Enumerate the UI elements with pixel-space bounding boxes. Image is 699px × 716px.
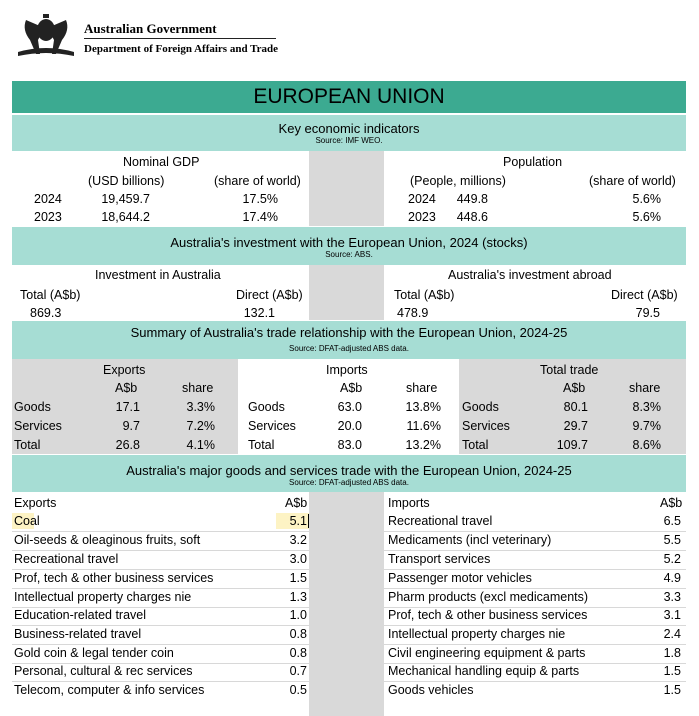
in-total-label: Total (A$b): [20, 288, 81, 302]
investment-in-title: Investment in Australia: [95, 268, 221, 282]
export-item-value: 0.8: [289, 646, 307, 660]
exports-unit: A$b: [115, 381, 138, 395]
import-item-label: Transport services: [388, 552, 491, 566]
total-trade-row-value: 29.7: [563, 419, 588, 433]
export-item-value: 0.5: [289, 683, 307, 697]
department-name: Department of Foreign Affairs and Trade: [84, 43, 279, 55]
abroad-direct-value: 79.5: [635, 306, 660, 320]
import-item-value: 5.5: [663, 533, 681, 547]
trade-summary-heading: Summary of Australia's trade relationship with the European Union, 2024-25: [130, 325, 568, 340]
pop-share: 5.6%: [632, 192, 661, 206]
pop-title: Population: [503, 155, 563, 169]
import-item-value: 2.4: [663, 627, 681, 641]
export-item-label: Recreational travel: [14, 552, 119, 566]
imports-title: Imports: [326, 363, 368, 377]
exports-row-share: 3.3%: [186, 400, 215, 414]
total-trade-row-value: 80.1: [563, 400, 588, 414]
gdp-share: 17.5%: [242, 192, 278, 206]
text-cursor: [308, 514, 309, 528]
exports-row-label: Goods: [14, 400, 51, 414]
import-item-value: 1.8: [663, 646, 681, 660]
import-item-label: Goods vehicles: [388, 683, 474, 697]
coat-of-arms-icon: [14, 8, 78, 58]
trade-summary-source: Source: DFAT-adjusted ABS data.: [289, 344, 409, 353]
total-trade-row-label: Total: [462, 438, 489, 452]
row-divider: [12, 531, 309, 532]
major-trade-gap: [309, 492, 384, 716]
row-divider: [12, 681, 309, 682]
total-trade-row-share: 8.3%: [632, 400, 661, 414]
total-trade-row-label: Goods: [462, 400, 499, 414]
pop-share: 5.6%: [632, 210, 661, 224]
imports-row-label: Goods: [248, 400, 285, 414]
import-item-value: 6.5: [663, 514, 681, 528]
import-item-label: Recreational travel: [388, 514, 493, 528]
row-divider: [12, 550, 309, 551]
import-item-label: Medicaments (incl veterinary): [388, 533, 552, 547]
major-trade-header: [12, 455, 686, 492]
indicators-source: Source: IMF WEO.: [315, 136, 383, 145]
export-item-value: 0.8: [289, 627, 307, 641]
imports-row-value: 63.0: [337, 400, 362, 414]
gdp-share: 17.4%: [242, 210, 278, 224]
import-item-label: Mechanical handling equip & parts: [388, 664, 580, 678]
export-item-label: Prof, tech & other business services: [14, 571, 214, 585]
gdp-year: 2023: [34, 210, 62, 224]
gdp-value: 19,459.7: [101, 192, 150, 206]
import-item-label: Intellectual property charges nie: [388, 627, 566, 641]
import-item-label: Pharm products (excl medicaments): [388, 590, 589, 604]
exports-share-label: share: [182, 381, 214, 395]
import-item-value: 3.1: [663, 608, 681, 622]
imports-row-value: 83.0: [337, 438, 362, 452]
imports-row-share: 13.2%: [405, 438, 441, 452]
export-item-value: 0.7: [289, 664, 307, 678]
export-item-label: Telecom, computer & info services: [14, 683, 205, 697]
major-imports-title: Imports: [388, 496, 430, 510]
row-divider: [384, 588, 686, 589]
pop-year: 2023: [408, 210, 436, 224]
investment-source: Source: ABS.: [325, 250, 373, 259]
pop-unit: (People, millions): [410, 174, 506, 188]
imports-row-share: 13.8%: [405, 400, 441, 414]
abroad-direct-label: Direct (A$b): [611, 288, 678, 302]
import-item-value: 3.3: [663, 590, 681, 604]
row-divider: [384, 550, 686, 551]
indicators-gap: [309, 151, 384, 226]
gdp-share-label: (share of world): [214, 174, 301, 188]
export-item-label: Personal, cultural & rec services: [14, 664, 193, 678]
exports-row-value: 17.1: [115, 400, 140, 414]
row-divider: [12, 588, 309, 589]
gdp-value: 18,644.2: [101, 210, 150, 224]
imports-row-share: 11.6%: [406, 419, 441, 433]
row-divider: [12, 569, 309, 570]
investment-heading: Australia's investment with the European Union, 2024 (stocks): [170, 235, 528, 250]
page-header: [0, 0, 699, 70]
indicators-header: [12, 115, 686, 151]
pop-value: 449.8: [456, 192, 488, 206]
abroad-total-value: 478.9: [397, 306, 429, 320]
indicators-heading: Key economic indicators: [278, 121, 420, 136]
export-item-label: Business-related travel: [14, 627, 142, 641]
import-item-label: Civil engineering equipment & parts: [388, 646, 586, 660]
major-exports-title: Exports: [14, 496, 57, 510]
total-trade-row-value: 109.7: [556, 438, 588, 452]
exports-row-label: Services: [14, 419, 62, 433]
export-item-label: Oil-seeds & oleaginous fruits, soft: [14, 533, 201, 547]
export-item-label: Gold coin & legal tender coin: [14, 646, 174, 660]
total-trade-unit: A$b: [563, 381, 586, 395]
major-trade-source: Source: DFAT-adjusted ABS data.: [289, 478, 409, 487]
gdp-year: 2024: [34, 192, 62, 206]
export-item-value: 1.0: [289, 608, 307, 622]
pop-share-label: (share of world): [589, 174, 676, 188]
row-divider: [384, 625, 686, 626]
row-divider: [384, 681, 686, 682]
trade-summary-header: [12, 321, 686, 359]
total-trade-row-share: 9.7%: [632, 419, 661, 433]
export-item-label: Intellectual property charges nie: [14, 590, 192, 604]
exports-row-share: 7.2%: [186, 419, 215, 433]
import-item-label: Passenger motor vehicles: [388, 571, 532, 585]
investment-abroad-title: Australia's investment abroad: [448, 268, 612, 282]
page-title: EUROPEAN UNION: [12, 81, 686, 113]
total-trade-share-label: share: [629, 381, 661, 395]
in-direct-label: Direct (A$b): [236, 288, 303, 302]
government-name: Australian Government: [84, 21, 217, 36]
row-divider: [12, 625, 309, 626]
total-trade-title: Total trade: [540, 363, 599, 377]
gdp-unit: (USD billions): [88, 174, 165, 188]
exports-row-value: 26.8: [115, 438, 140, 452]
import-item-label: Prof, tech & other business services: [388, 608, 588, 622]
import-item-value: 1.5: [663, 664, 681, 678]
imports-share-label: share: [406, 381, 438, 395]
row-divider: [384, 569, 686, 570]
row-divider: [384, 531, 686, 532]
exports-row-label: Total: [14, 438, 41, 452]
exports-row-share: 4.1%: [186, 438, 215, 452]
export-item-value: 1.3: [289, 590, 307, 604]
exports-title: Exports: [103, 363, 146, 377]
export-item-value: 5.1: [289, 514, 307, 528]
imports-row-label: Total: [248, 438, 275, 452]
major-trade-heading: Australia's major goods and services trade with the European Union, 2024-25: [126, 463, 572, 478]
import-item-value: 5.2: [663, 552, 681, 566]
pop-value: 448.6: [456, 210, 488, 224]
header-divider: [84, 38, 276, 39]
export-item-value: 1.5: [289, 571, 307, 585]
exports-row-value: 9.7: [122, 419, 140, 433]
pop-year: 2024: [408, 192, 436, 206]
investment-gap: [309, 265, 384, 320]
imports-unit: A$b: [340, 381, 363, 395]
major-exports-unit: A$b: [285, 496, 308, 510]
total-trade-row-share: 8.6%: [632, 438, 661, 452]
imports-row-value: 20.0: [337, 419, 362, 433]
gdp-title: Nominal GDP: [123, 155, 200, 169]
export-item-value: 3.2: [289, 533, 307, 547]
abroad-total-label: Total (A$b): [394, 288, 455, 302]
import-item-value: 1.5: [663, 683, 681, 697]
in-total-value: 869.3: [30, 306, 62, 320]
export-item-label: Coal: [14, 514, 40, 528]
export-item-label: Education-related travel: [14, 608, 147, 622]
major-imports-unit: A$b: [660, 496, 683, 510]
imports-row-label: Services: [248, 419, 296, 433]
row-divider: [384, 644, 686, 645]
export-item-value: 3.0: [289, 552, 307, 566]
total-trade-row-label: Services: [462, 419, 510, 433]
row-divider: [12, 644, 309, 645]
investment-header: [12, 227, 686, 265]
import-item-value: 4.9: [663, 571, 681, 585]
in-direct-value: 132.1: [243, 306, 275, 320]
